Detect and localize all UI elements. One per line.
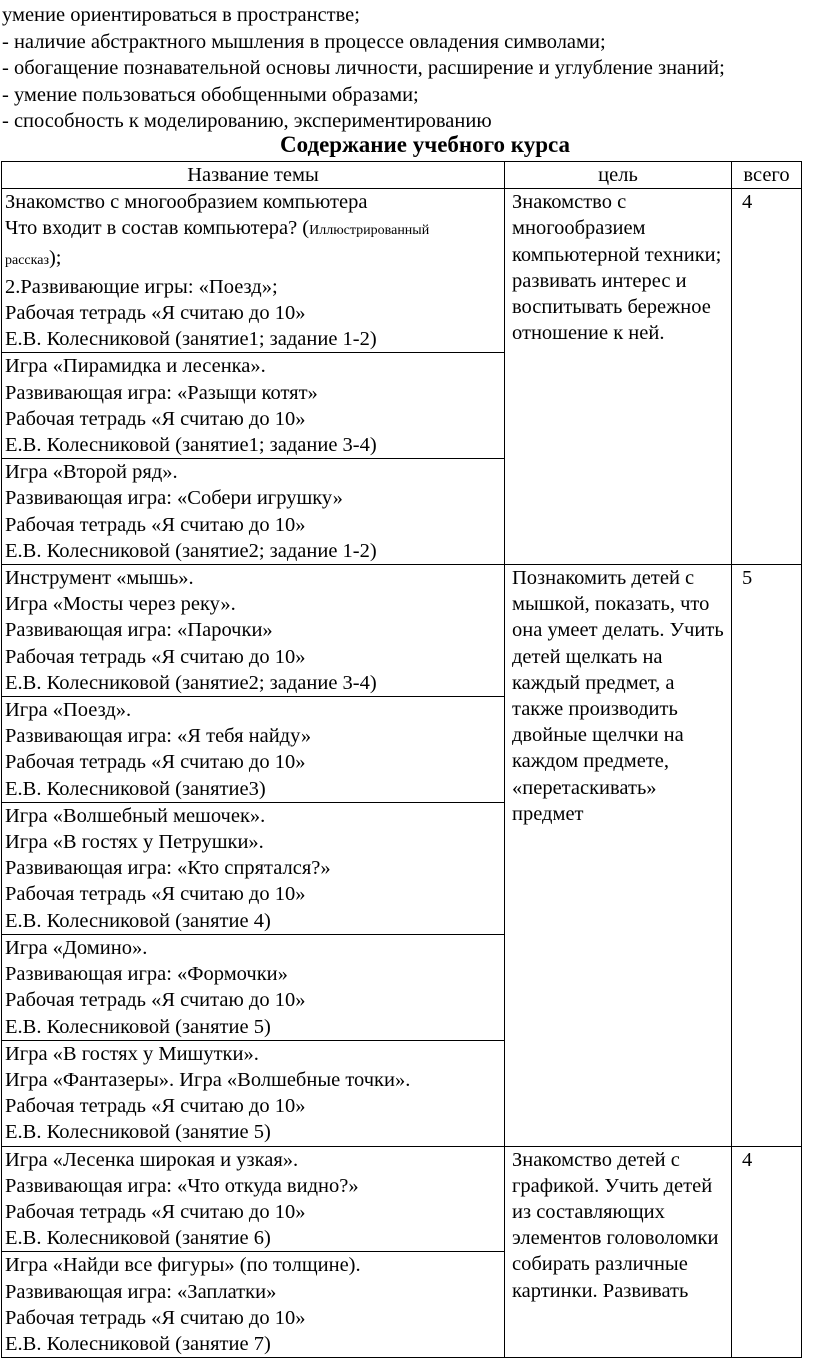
table-row <box>2 565 802 697</box>
intro-line: умение ориентироваться в пространстве; <box>2 4 360 26</box>
topic-line: Е.В. Колесниковой (занятие2; задание 3-4) <box>5 671 377 694</box>
topic-line: Игра «В гостях у Мишутки». <box>5 1042 259 1065</box>
topic-line: Рабочая тетрадь «Я считаю до 10» <box>5 883 306 906</box>
topic-line: Рабочая тетрадь «Я считаю до 10» <box>5 407 306 430</box>
intro-line: - способность к моделированию, экспериментированию <box>2 110 492 132</box>
header-goal: цель <box>505 162 732 189</box>
goal-cell <box>505 1146 732 1358</box>
topic-small-text: рассказ <box>5 252 49 268</box>
topic-cell <box>2 459 505 565</box>
topic-line: Развивающая игра: «Я тебя найду» <box>5 725 312 748</box>
topic-line: Развивающая игра: «Заплатки» <box>5 1280 277 1303</box>
topic-line: Рабочая тетрадь «Я считаю до 10» <box>5 989 306 1012</box>
topic-line: Рабочая тетрадь «Я считаю до 10» <box>5 1095 306 1118</box>
goal-text: Познакомить детей с мышкой, показать, что она умеет делать. Учить детей щелкать на каждый предмет, а также производить двойные щелчки на каждом предмете, «перетаскивать» предмет <box>512 567 724 825</box>
topic-line: Е.В. Колесниковой (занятие 7) <box>5 1332 271 1355</box>
topic-line: Е.В. Колесниковой (занятие3) <box>5 777 266 800</box>
topic-line: Е.В. Колесниковой (занятие2; задание 1-2) <box>5 539 377 562</box>
topic-line: Е.В. Колесниковой (занятие1; задание 3-4) <box>5 434 377 457</box>
topic-line: Е.В. Колесниковой (занятие1; задание 1-2) <box>5 328 377 351</box>
topic-text: ); <box>48 246 62 269</box>
topic-line: Развивающая игра: «Собери игрушку» <box>5 487 343 510</box>
header-total: всего <box>732 162 802 189</box>
topic-cell <box>2 565 505 697</box>
table-row <box>2 1146 802 1252</box>
topic-line: Развивающая игра: «Что откуда видно?» <box>5 1174 359 1197</box>
intro-line: - умение пользоваться обобщенными образами; <box>2 83 419 106</box>
course-content-table <box>1 161 802 1358</box>
topic-cell <box>2 189 505 353</box>
topic-line: 2.Развивающие игры: «Поезд»; <box>5 275 278 298</box>
topic-cell <box>2 934 505 1040</box>
topic-line: Развивающая игра: «Кто спрятался?» <box>5 857 331 880</box>
topic-line: Игра «В гостях у Петрушки». <box>5 831 264 854</box>
goal-cell <box>505 565 732 1146</box>
section-title: Содержание учебного курса <box>280 132 570 157</box>
topic-line: Развивающая игра: «Парочки» <box>5 619 273 642</box>
topic-line: Игра «Второй ряд». <box>5 461 178 484</box>
table-row <box>2 189 802 353</box>
total-cell: 4 <box>732 189 802 565</box>
topic-line: Рабочая тетрадь «Я считаю до 10» <box>5 302 306 325</box>
topic-line: Игра «Найди все фигуры» (по толщине). <box>5 1254 361 1277</box>
topic-cell <box>2 1040 505 1146</box>
topic-line: Игра «Пирамидка и лесенка». <box>5 355 266 378</box>
topic-line: Игра «Домино». <box>5 936 148 959</box>
topic-line: Знакомство с многообразием компьютера <box>5 191 368 214</box>
intro-line: - наличие абстрактного мышления в процессе овладения символами; <box>2 30 606 53</box>
topic-line: Развивающая игра: «Разыщи котят» <box>5 381 318 404</box>
topic-line: Е.В. Колесниковой (занятие 5) <box>5 1121 271 1144</box>
topic-line: Развивающая игра: «Формочки» <box>5 963 288 986</box>
topic-line: Игра «Поезд». <box>5 699 132 722</box>
topic-line: Рабочая тетрадь «Я считаю до 10» <box>5 513 306 536</box>
topic-cell <box>2 697 505 803</box>
intro-line: - обогащение познавательной основы личности, расширение и углубление знаний; <box>2 57 725 79</box>
topic-line: Игра «Фантазеры». Игра «Волшебные точки». <box>5 1068 411 1091</box>
topic-cell <box>2 1146 505 1252</box>
topic-cell <box>2 353 505 459</box>
table-header-row <box>2 162 802 189</box>
topic-line: Е.В. Колесниковой (занятие 6) <box>5 1227 271 1250</box>
goal-text: Знакомство детей с графикой. Учить детей из составляющих элементов головоломки собирать различные картинки. Развивать <box>512 1148 719 1302</box>
topic-line: Игра «Мосты через реку». <box>5 593 236 616</box>
topic-cell <box>2 802 505 934</box>
goal-cell <box>505 189 732 565</box>
topic-line: Е.В. Колесниковой (занятие 4) <box>5 909 271 932</box>
total-cell: 4 <box>732 1146 802 1358</box>
topic-line: Рабочая тетрадь «Я считаю до 10» <box>5 1306 306 1329</box>
topic-line: Рабочая тетрадь «Я считаю до 10» <box>5 751 306 774</box>
header-topic: Название темы <box>2 162 505 189</box>
topic-line <box>5 245 501 274</box>
topic-cell <box>2 1252 505 1358</box>
topic-text: Что входит в состав компьютера? ( <box>5 217 310 240</box>
topic-line: Рабочая тетрадь «Я считаю до 10» <box>5 1200 306 1223</box>
total-cell: 5 <box>732 565 802 1146</box>
topic-line: Игра «Лесенка широкая и узкая». <box>5 1148 299 1171</box>
intro-list <box>2 2 814 135</box>
goal-text: Знакомство с многообразием компьютерной техники; развивать интерес и воспитывать бережное отношение к ней. <box>512 191 722 345</box>
topic-line <box>5 215 501 244</box>
topic-small-text: Иллюстрированный <box>309 223 430 239</box>
topic-line: Е.В. Колесниковой (занятие 5) <box>5 1015 271 1038</box>
topic-line: Игра «Волшебный мешочек». <box>5 804 266 827</box>
topic-line: Инструмент «мышь». <box>5 567 194 590</box>
topic-line: Рабочая тетрадь «Я считаю до 10» <box>5 645 306 668</box>
